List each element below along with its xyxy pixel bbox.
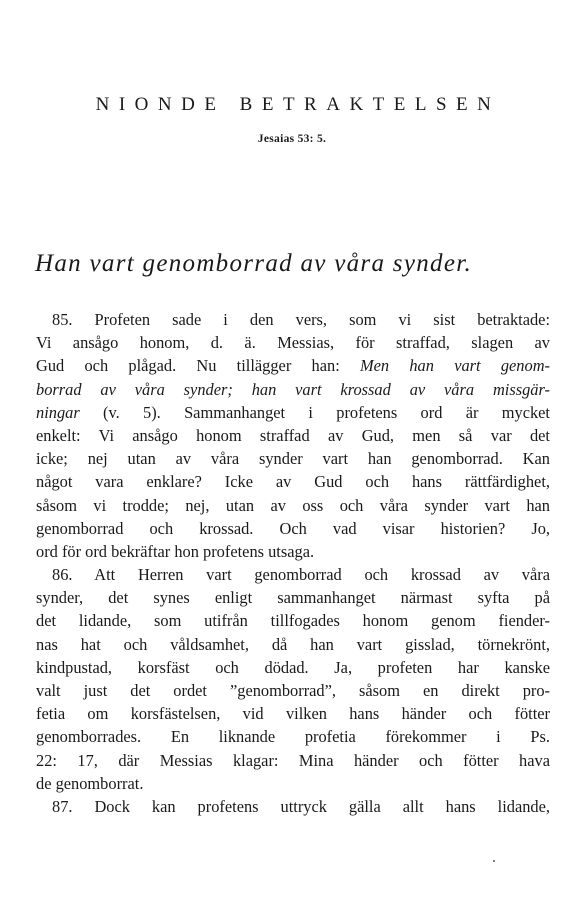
text-run: 86. Att Herren vart genomborrad och krossad av våra	[52, 565, 550, 585]
text-run: fetia om korsfästelsen, vid vilken hans händer och fötter	[36, 704, 550, 724]
text-line	[36, 470, 550, 493]
text-run: valt just det ordet ”genomborrad”, såsom en direkt pro-	[36, 681, 550, 700]
text-line	[36, 679, 550, 702]
text-line	[36, 563, 550, 586]
text-line	[36, 702, 550, 725]
chapter-subtitle: Han vart genomborrad av våra synder.	[35, 250, 473, 277]
text-line	[36, 494, 550, 517]
text-line	[36, 772, 550, 795]
text-line	[36, 795, 550, 818]
text-run: 85. Profeten sade i den vers, som vi sist betraktade:	[52, 310, 550, 329]
italic-text-run: ningar	[36, 402, 80, 422]
text-run: något vara enklare? Icke av Gud och hans rättfärdighet,	[36, 472, 550, 492]
text-run: Gud och plågad. Nu tillägger han:	[36, 356, 360, 376]
text-line	[36, 308, 550, 331]
text-line	[36, 331, 550, 354]
text-line	[36, 609, 550, 632]
text-run: enkelt: Vi ansågo honom straffad av Gud, men så var det	[36, 425, 550, 445]
text-run: det lidande, som utifrån tillfogades honom genom fiender-	[36, 611, 550, 631]
text-run: Vi ansågo honom, d. ä. Messias, för straffad, slagen av	[36, 333, 550, 353]
text-run: synder, det synes enligt sammanhanget närmast syfta på	[36, 588, 550, 608]
text-line	[36, 401, 550, 424]
text-run: ord för ord bekräftar hon profetens utsaga.	[36, 541, 315, 561]
text-line	[36, 586, 550, 609]
text-line	[36, 354, 550, 377]
italic-text-run: Men han vart genom-	[360, 356, 550, 376]
text-run: genomborrades. En liknande profetia förekommer i Ps.	[36, 727, 550, 747]
text-run: 22: 17, där Messias klagar: Mina händer och fötter hava	[36, 750, 550, 770]
text-run: 87. Dock kan profetens uttryck gälla allt hans lidande,	[52, 796, 550, 816]
text-line	[36, 378, 550, 401]
body-text	[36, 308, 550, 818]
text-line	[36, 517, 550, 540]
text-run: genomborrad och krossad. Och vad visar historien? Jo,	[36, 518, 550, 538]
text-run: (v. 5). Sammanhanget i profetens ord är mycket	[79, 402, 550, 422]
text-line	[36, 725, 550, 748]
scripture-reference: Jesaias 53: 5.	[257, 133, 327, 145]
text-line	[36, 656, 550, 679]
text-run: de genomborrat.	[36, 773, 144, 793]
text-run: kindpustad, korsfäst och dödad. Ja, profeten har kanske	[36, 657, 550, 677]
text-run: icke; nej utan av våra synder vart han genomborrad. Kan	[36, 449, 550, 469]
print-speck	[493, 860, 495, 862]
chapter-title: NIONDE BETRAKTELSEN	[95, 94, 501, 115]
text-run: nas hat och våldsamhet, då han vart gisslad, törnekrönt,	[36, 634, 550, 654]
text-line	[36, 749, 550, 772]
text-line	[36, 540, 550, 563]
text-line	[36, 424, 550, 447]
text-run: såsom vi trodde; nej, utan av oss och våra synder vart han	[36, 495, 550, 515]
text-line	[36, 447, 550, 470]
text-line	[36, 633, 550, 656]
italic-text-run: borrad av våra synder; han vart krossad av våra missgär-	[36, 379, 550, 399]
